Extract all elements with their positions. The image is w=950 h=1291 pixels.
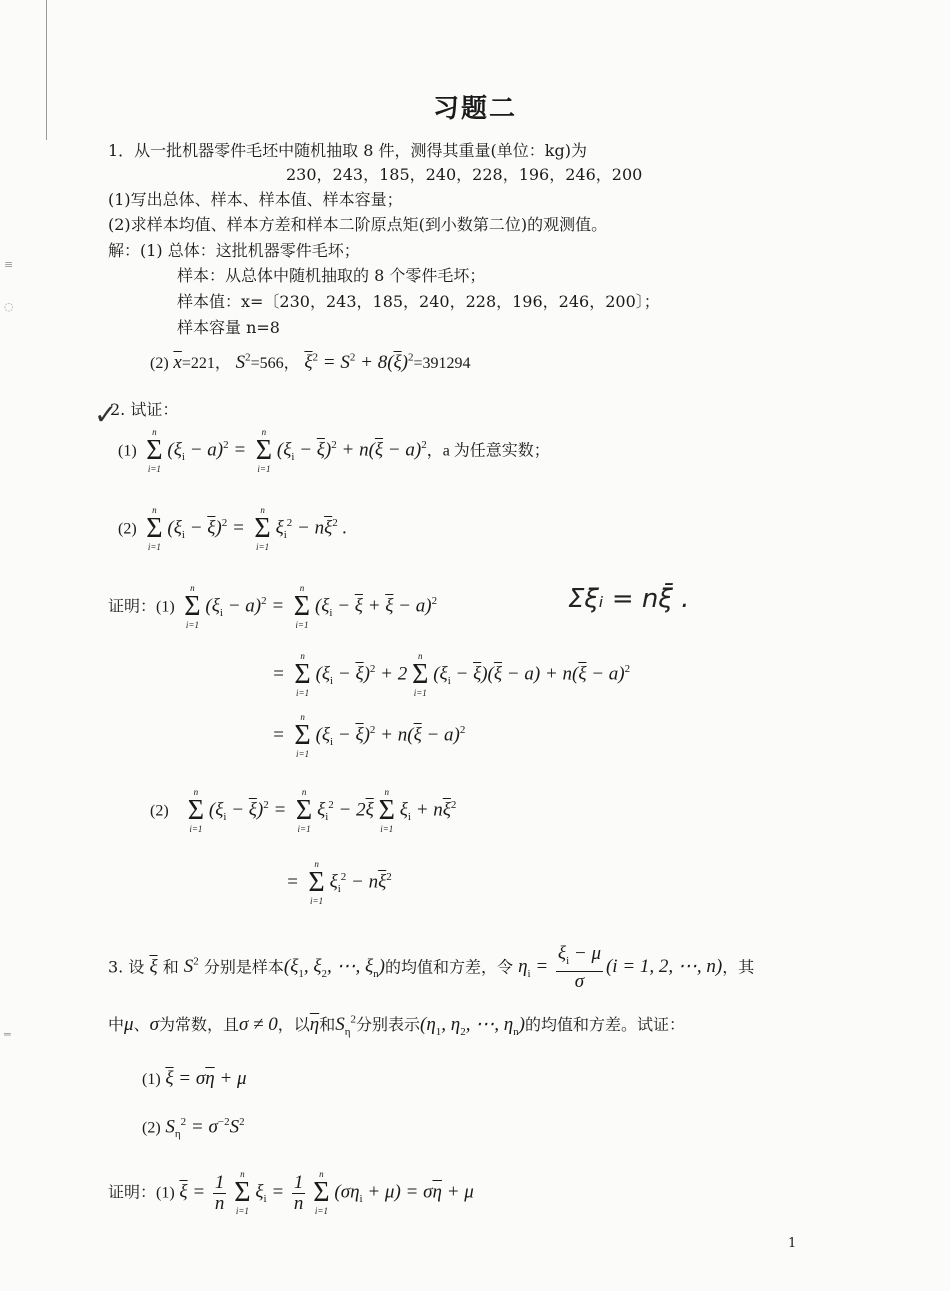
page-number: 1: [788, 1236, 797, 1251]
problem-1-q1: (1)写出总体、样本、样本值、样本容量；: [108, 190, 403, 209]
problem-3-statement-line-2: 中μ、σ为常数，且σ ≠ 0，以$\overline{\eta}$和$S_\eta^2$分别表示($\eta_1$, $\eta_2$, ⋯, $\eta_n$)的均值和方差。试证：: [108, 1013, 686, 1038]
checkmark-icon: ✓: [94, 398, 118, 431]
handwritten-note: Σξᵢ = nξ̄ .: [568, 584, 690, 614]
problem-2-identity-1: (1) n Σ i=1 $(\xi_i - a)^2$ = n Σ i=1 $(\xi_i - \overline{\xi})^2 + n(\overline{\xi} - a)^2$，a 为任意实数；: [118, 427, 550, 474]
solution-1-sample-size: 样本容量 n=8: [177, 318, 280, 337]
solution-1-part2: (2) $\overline{x}=221$， $S^2=566$， $\overline{\xi}^2 = S^2 + 8(\overline{\xi})^2=391294$: [150, 351, 471, 373]
problem-3-claim-1: (1) $\overline{\xi} = \sigma\overline{\eta} + \mu$: [142, 1068, 247, 1089]
scan-mark: ≡: [4, 258, 14, 271]
proof-2-part2-step-2: = n Σ i=1 $\xi_i^2 - n\overline{\xi}^2$: [286, 859, 392, 906]
scan-mark: ═: [4, 1028, 11, 1041]
solution-1-population: 解：(1) 总体：这批机器零件毛坏；: [108, 241, 360, 260]
problem-3-statement-line-1: 3. 设 $\overline{\xi}$ 和 $S^2$ 分别是样本($\xi_1$, $\xi_2$, ⋯, $\xi_n$)的均值和方差，令 $\eta_i$ = $\frac{\xi_i - \mu}{\sigma}$ (i = 1, 2, ⋯, n)，其: [108, 943, 755, 992]
proof-2-step-2: = n Σ i=1 $(\xi_i - \overline{\xi})^2 + 2$ n Σ i=1 $(\xi_i - \overline{\xi})(\overline{\xi} - a) + n(\overline{\xi} - a)^2$: [272, 651, 631, 698]
solution-1-sample: 样本：从总体中随机抽取的 8 个零件毛坏；: [177, 266, 486, 285]
solution-1-sample-values: 样本值：x=〔230，243，185，240，228，196，246，200〕；: [177, 292, 660, 311]
proof-3-step-1: 证明：(1) $\overline{\xi}$ = $\frac{1}{n}$ n Σ i=1 $\xi_i$ = $\frac{1}{n}$ n Σ i=1 $(\sigma\eta_i + \mu) = \sigma\overline{\eta} + \mu$: [108, 1169, 474, 1216]
problem-1-statement: 1．从一批机器零件毛坯中随机抽取 8 件，测得其重量(单位：kg)为: [108, 141, 587, 160]
page-title: 习题二: [432, 94, 517, 124]
problem-1-q2: (2)求样本均值、样本方差和样本二阶原点矩(到小数第二位)的观测值。: [108, 215, 608, 234]
problem-1-data: 230，243，185，240，228，196，246，200: [286, 165, 643, 184]
problem-2-identity-2: (2) n Σ i=1 $(\xi_i - \overline{\xi})^2$ = n Σ i=1 $\xi_i^2 - n\overline{\xi}^2$ .: [118, 505, 348, 552]
scan-mark: ◌: [4, 300, 14, 313]
proof-2-step-1: 证明：(1) n Σ i=1 $(\xi_i - a)^2$ = n Σ i=1 $(\xi_i - \overline{\xi} + \overline{\xi} - a)^2$: [108, 583, 438, 630]
problem-3-claim-2: (2) $S_\eta^2 = \sigma^{-2}S^2$: [142, 1116, 245, 1141]
proof-2-part2-step-1: (2) n Σ i=1 $(\xi_i - \overline{\xi})^2$ = n Σ i=1 $\xi_i^2 - 2\overline{\xi}$ n Σ i=1 $\xi_i + n\overline{\xi}^2$: [150, 787, 457, 834]
proof-2-step-3: = n Σ i=1 $(\xi_i - \overline{\xi})^2 + n(\overline{\xi} - a)^2$: [272, 712, 466, 759]
problem-2-heading: 2. 试证：: [110, 400, 179, 419]
